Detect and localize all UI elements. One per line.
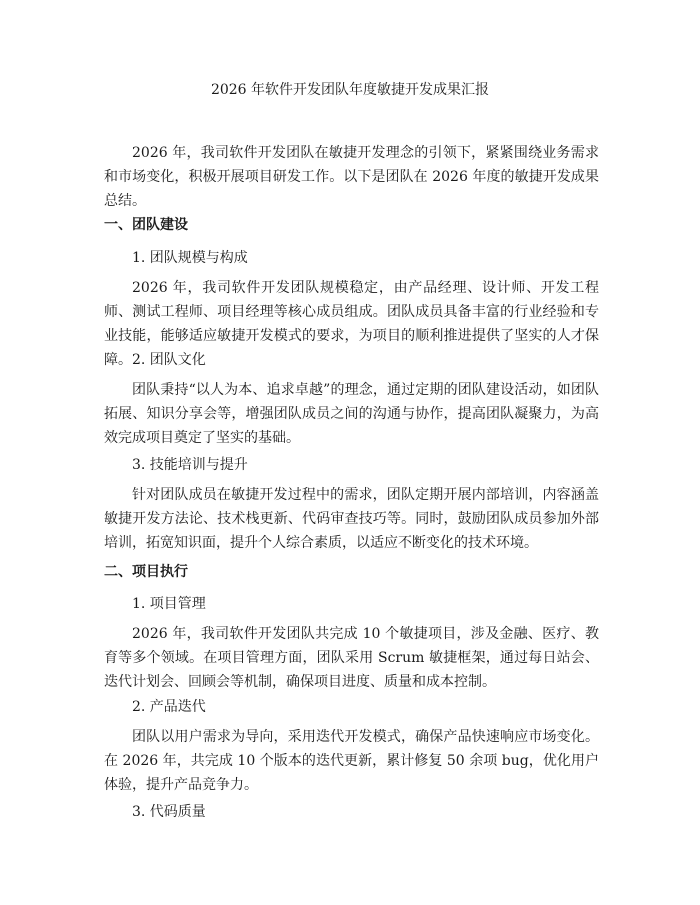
subsection-text-training: 针对团队成员在敏捷开发过程中的需求，团队定期开展内部培训，内容涵盖敏捷开发方法论、技术栈更新、代码审查技巧等。同时，鼓励团队成员参加外部培训，拓宽知识面，提升个人综合素质，以适应不断变化的技术环境。 — [104, 487, 599, 551]
section-heading-project-execution: 二、项目执行 — [104, 564, 188, 580]
subsection-title-code-quality: 3. 代码质量 — [132, 804, 206, 820]
subsection-title-team-size: 1. 团队规模与构成 — [132, 250, 248, 266]
subsection-text-product-iteration: 团队以用户需求为导向，采用迭代开发模式，确保产品快速响应市场变化。在 2026 年，共完成 10 个版本的迭代更新，累计修复 50 余项 bug，优化用户体验，提升产品竞争力。 — [104, 729, 599, 793]
subsection-title-training: 3. 技能培训与提升 — [132, 457, 248, 473]
subsection-text-team-size: 2026 年，我司软件开发团队规模稳定，由产品经理、设计师、开发工程师、测试工程师、项目经理等核心成员组成。团队成员具备丰富的行业经验和专业技能，能够适应敏捷开发模式的要求，为项目的顺利推进提供了坚实的人才保障。 — [104, 280, 599, 368]
subsection-text-project-management: 2026 年，我司软件开发团队共完成 10 个敏捷项目，涉及金融、医疗、教育等多个领域。在项目管理方面，团队采用 Scrum 敏捷框架，通过每日站会、迭代计划会、回顾会等机制，确保项目进度、质量和成本控制。 — [104, 626, 599, 690]
section-heading-team-building: 一、团队建设 — [104, 217, 188, 233]
document-title: 2026 年软件开发团队年度敏捷开发成果汇报 — [210, 82, 490, 98]
subsection-title-project-management: 1. 项目管理 — [132, 596, 206, 612]
subsection-text-team-culture: 团队秉持“以人为本、追求卓越”的理念，通过定期的团队建设活动，如团队拓展、知识分享会等，增强团队成员之间的沟通与协作，提高团队凝聚力，为高效完成项目奠定了坚实的基础。 — [104, 382, 599, 446]
subsection-title-team-culture: 2. 团队文化 — [132, 352, 206, 368]
intro-paragraph: 2026 年，我司软件开发团队在敏捷开发理念的引领下，紧紧围绕业务需求和市场变化，积极开展项目研发工作。以下是团队在 2026 年度的敏捷开发成果总结。 — [104, 145, 599, 209]
subsection-title-product-iteration: 2. 产品迭代 — [132, 699, 206, 715]
